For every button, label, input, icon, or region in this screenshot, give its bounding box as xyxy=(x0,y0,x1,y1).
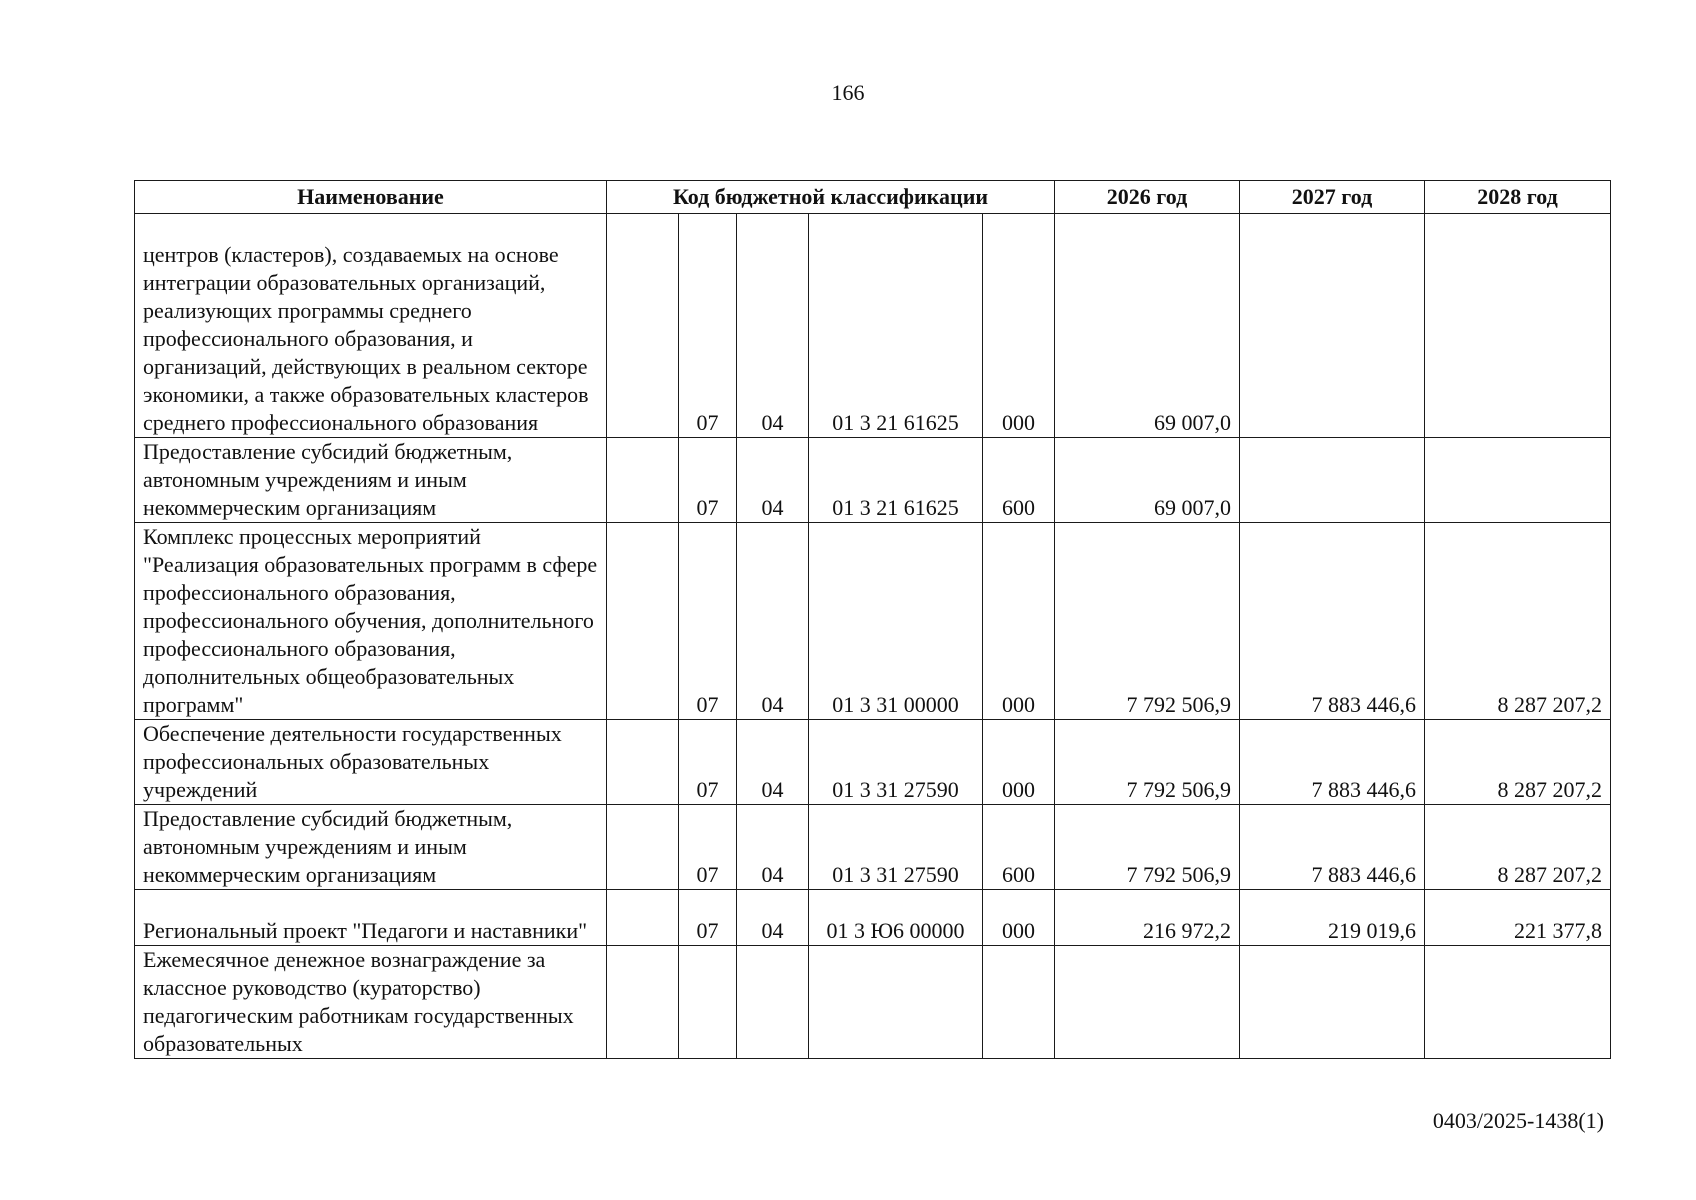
row-code-expense: 600 xyxy=(983,805,1055,890)
row-value-2028: 8 287 207,2 xyxy=(1425,805,1611,890)
row-code-target: 01 3 21 61625 xyxy=(809,214,983,438)
budget-table xyxy=(134,180,1611,1059)
row-name: Ежемесячное денежное вознаграждение за классное руководство (кураторство) педагогическим работникам государственных образовательных xyxy=(135,946,607,1059)
row-value-2027: 7 883 446,6 xyxy=(1240,805,1425,890)
table-row xyxy=(135,805,1611,890)
row-code-empty xyxy=(607,720,679,805)
row-code-subsection: 04 xyxy=(737,805,809,890)
table-row xyxy=(135,946,1611,1059)
document-registration-number: 0403/2025-1438(1) xyxy=(1432,1108,1604,1133)
row-code-empty xyxy=(607,946,679,1059)
row-name: центров (кластеров), создаваемых на основе интеграции образовательных организаций, реализующих программы среднего профессионального образования, и организаций, действующих в реальном секторе экономики, а также образовательных кластеров среднего профессионального образования xyxy=(135,214,607,438)
row-code-subsection: 04 xyxy=(737,214,809,438)
row-value-2026: 7 792 506,9 xyxy=(1055,720,1240,805)
header-2028: 2028 год xyxy=(1425,181,1611,214)
row-value-2027: 219 019,6 xyxy=(1240,890,1425,946)
row-value-2026: 216 972,2 xyxy=(1055,890,1240,946)
header-name: Наименование xyxy=(135,181,607,214)
row-value-2028: 221 377,8 xyxy=(1425,890,1611,946)
row-code-subsection: 04 xyxy=(737,438,809,523)
row-code-subsection: 04 xyxy=(737,890,809,946)
row-code-empty xyxy=(607,890,679,946)
row-value-2028 xyxy=(1425,438,1611,523)
table-header-row xyxy=(135,181,1611,214)
row-name: Комплекс процессных мероприятий "Реализация образовательных программ в сфере профессионального образования, профессионального обучения, дополнительного профессионального образования, дополнительных общеобразовательных программ" xyxy=(135,523,607,720)
row-code-expense: 000 xyxy=(983,214,1055,438)
table-row xyxy=(135,720,1611,805)
row-code-section: 07 xyxy=(679,523,737,720)
row-code-target xyxy=(809,946,983,1059)
row-value-2028: 8 287 207,2 xyxy=(1425,720,1611,805)
row-name: Обеспечение деятельности государственных профессиональных образовательных учреждений xyxy=(135,720,607,805)
table-row xyxy=(135,890,1611,946)
row-name: Предоставление субсидий бюджетным, автономным учреждениям и иным некоммерческим организациям xyxy=(135,805,607,890)
row-value-2026: 7 792 506,9 xyxy=(1055,805,1240,890)
row-code-empty xyxy=(607,523,679,720)
row-value-2028: 8 287 207,2 xyxy=(1425,523,1611,720)
row-code-empty xyxy=(607,805,679,890)
row-code-target: 01 3 31 00000 xyxy=(809,523,983,720)
row-code-target: 01 3 31 27590 xyxy=(809,720,983,805)
row-code-target: 01 3 Ю6 00000 xyxy=(809,890,983,946)
row-value-2027: 7 883 446,6 xyxy=(1240,720,1425,805)
row-code-subsection: 04 xyxy=(737,523,809,720)
header-2026: 2026 год xyxy=(1055,181,1240,214)
row-code-section: 07 xyxy=(679,890,737,946)
row-code-section: 07 xyxy=(679,214,737,438)
row-value-2028 xyxy=(1425,214,1611,438)
table-row xyxy=(135,438,1611,523)
row-value-2028 xyxy=(1425,946,1611,1059)
row-name: Предоставление субсидий бюджетным, автономным учреждениям и иным некоммерческим организациям xyxy=(135,438,607,523)
row-code-empty xyxy=(607,214,679,438)
row-value-2026: 69 007,0 xyxy=(1055,214,1240,438)
row-code-expense: 000 xyxy=(983,720,1055,805)
row-code-expense: 000 xyxy=(983,890,1055,946)
row-value-2026: 69 007,0 xyxy=(1055,438,1240,523)
row-code-section: 07 xyxy=(679,720,737,805)
row-value-2027 xyxy=(1240,214,1425,438)
row-code-empty xyxy=(607,438,679,523)
row-code-expense xyxy=(983,946,1055,1059)
row-value-2026: 7 792 506,9 xyxy=(1055,523,1240,720)
row-name: Региональный проект "Педагоги и наставники" xyxy=(135,890,607,946)
header-2027: 2027 год xyxy=(1240,181,1425,214)
row-code-target: 01 3 31 27590 xyxy=(809,805,983,890)
row-code-section: 07 xyxy=(679,438,737,523)
row-value-2027 xyxy=(1240,946,1425,1059)
table-row xyxy=(135,523,1611,720)
row-code-section: 07 xyxy=(679,805,737,890)
row-value-2026 xyxy=(1055,946,1240,1059)
row-value-2027 xyxy=(1240,438,1425,523)
header-code: Код бюджетной классификации xyxy=(607,181,1055,214)
row-code-target: 01 3 21 61625 xyxy=(809,438,983,523)
row-code-expense: 600 xyxy=(983,438,1055,523)
page-number: 166 xyxy=(831,80,865,105)
row-code-section xyxy=(679,946,737,1059)
row-code-expense: 000 xyxy=(983,523,1055,720)
row-code-subsection: 04 xyxy=(737,720,809,805)
table-row xyxy=(135,214,1611,438)
row-value-2027: 7 883 446,6 xyxy=(1240,523,1425,720)
row-code-subsection xyxy=(737,946,809,1059)
